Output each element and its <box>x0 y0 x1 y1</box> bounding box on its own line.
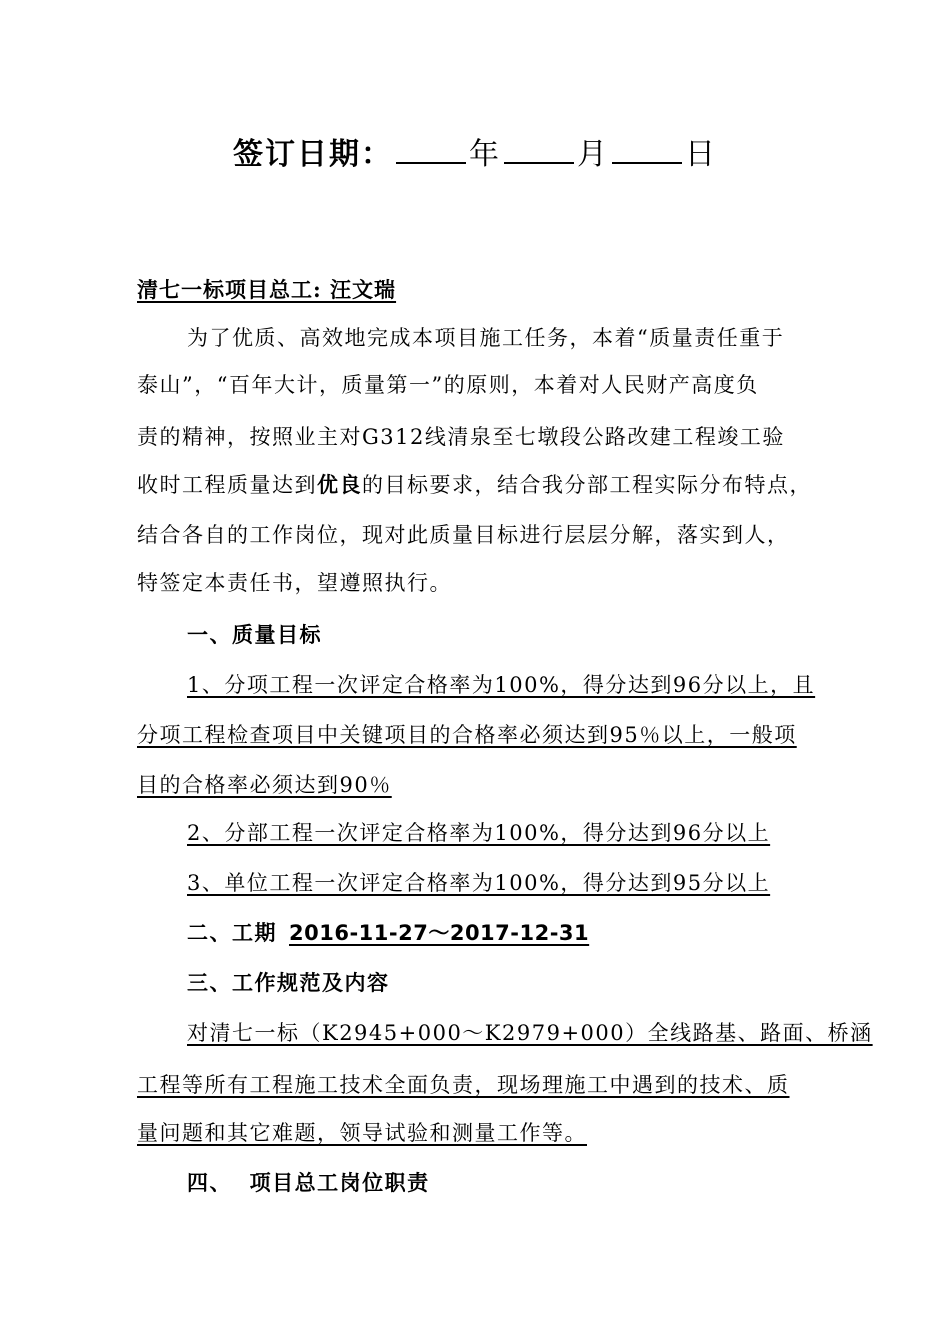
intro-line-2: 泰山”，“百年大计，质量第一”的原则，本着对人民财产高度负 <box>137 373 759 397</box>
intro-line-5: 结合各自的工作岗位，现对此质量目标进行层层分解，落实到人， <box>137 523 790 547</box>
intro-line-4-pre: 收时工程质量达到 <box>137 473 317 497</box>
intro-line-4-post: 的目标要求，结合我分部工程实际分布特点， <box>362 473 812 497</box>
day-blank <box>612 132 682 164</box>
intro-line-6: 特签定本责任书，望遵照执行。 <box>137 571 452 595</box>
quality-item-3: 3、单位工程一次评定合格率为100%，得分达到95分以上 <box>187 871 771 895</box>
month-blank <box>504 132 574 164</box>
work-scope-line-1: 对清七一标（K2945+000～K2979+000）全线路基、路面、桥涵 <box>187 1021 873 1045</box>
section-2-title: 二、工期 <box>187 920 277 945</box>
work-scope-line-2: 工程等所有工程施工技术全面负责，现场理施工中遇到的技术、质 <box>137 1073 790 1097</box>
quality-item-2: 2、分部工程一次评定合格率为100%，得分达到96分以上 <box>187 821 771 845</box>
sign-date-row <box>0 132 950 175</box>
section-4-title: 四、 项目总工岗位职责 <box>187 1170 430 1195</box>
quality-item-1-line-3: 目的合格率必须达到90％ <box>137 773 392 797</box>
intro-emphasis: 优良 <box>317 472 362 497</box>
person-heading: 清七一标项目总工: 汪文瑞 <box>137 277 397 302</box>
month-unit: 月 <box>577 137 609 172</box>
section-3-title: 三、工作规范及内容 <box>187 970 390 995</box>
intro-line-1: 为了优质、高效地完成本项目施工任务，本着“质量责任重于 <box>187 326 785 350</box>
construction-period: 2016-11-27～2017-12-31 <box>289 921 590 945</box>
section-1-title: 一、质量目标 <box>187 622 322 647</box>
quality-item-1-line-2: 分项工程检查项目中关键项目的合格率必须达到95％以上，一般项 <box>137 723 797 747</box>
quality-item-1-line-1: 1、分项工程一次评定合格率为100%，得分达到96分以上，且 <box>187 673 816 697</box>
section-2-row <box>187 918 589 948</box>
intro-line-3: 责的精神，按照业主对G312线清泉至七墩段公路改建工程竣工验 <box>137 425 785 449</box>
work-scope-line-3: 量问题和其它难题，领导试验和测量工作等。 <box>137 1121 587 1145</box>
day-unit: 日 <box>685 137 717 172</box>
intro-line-4 <box>137 470 812 500</box>
year-unit: 年 <box>469 137 501 172</box>
sign-date-label: 签订日期： <box>233 137 393 172</box>
year-blank <box>396 132 466 164</box>
